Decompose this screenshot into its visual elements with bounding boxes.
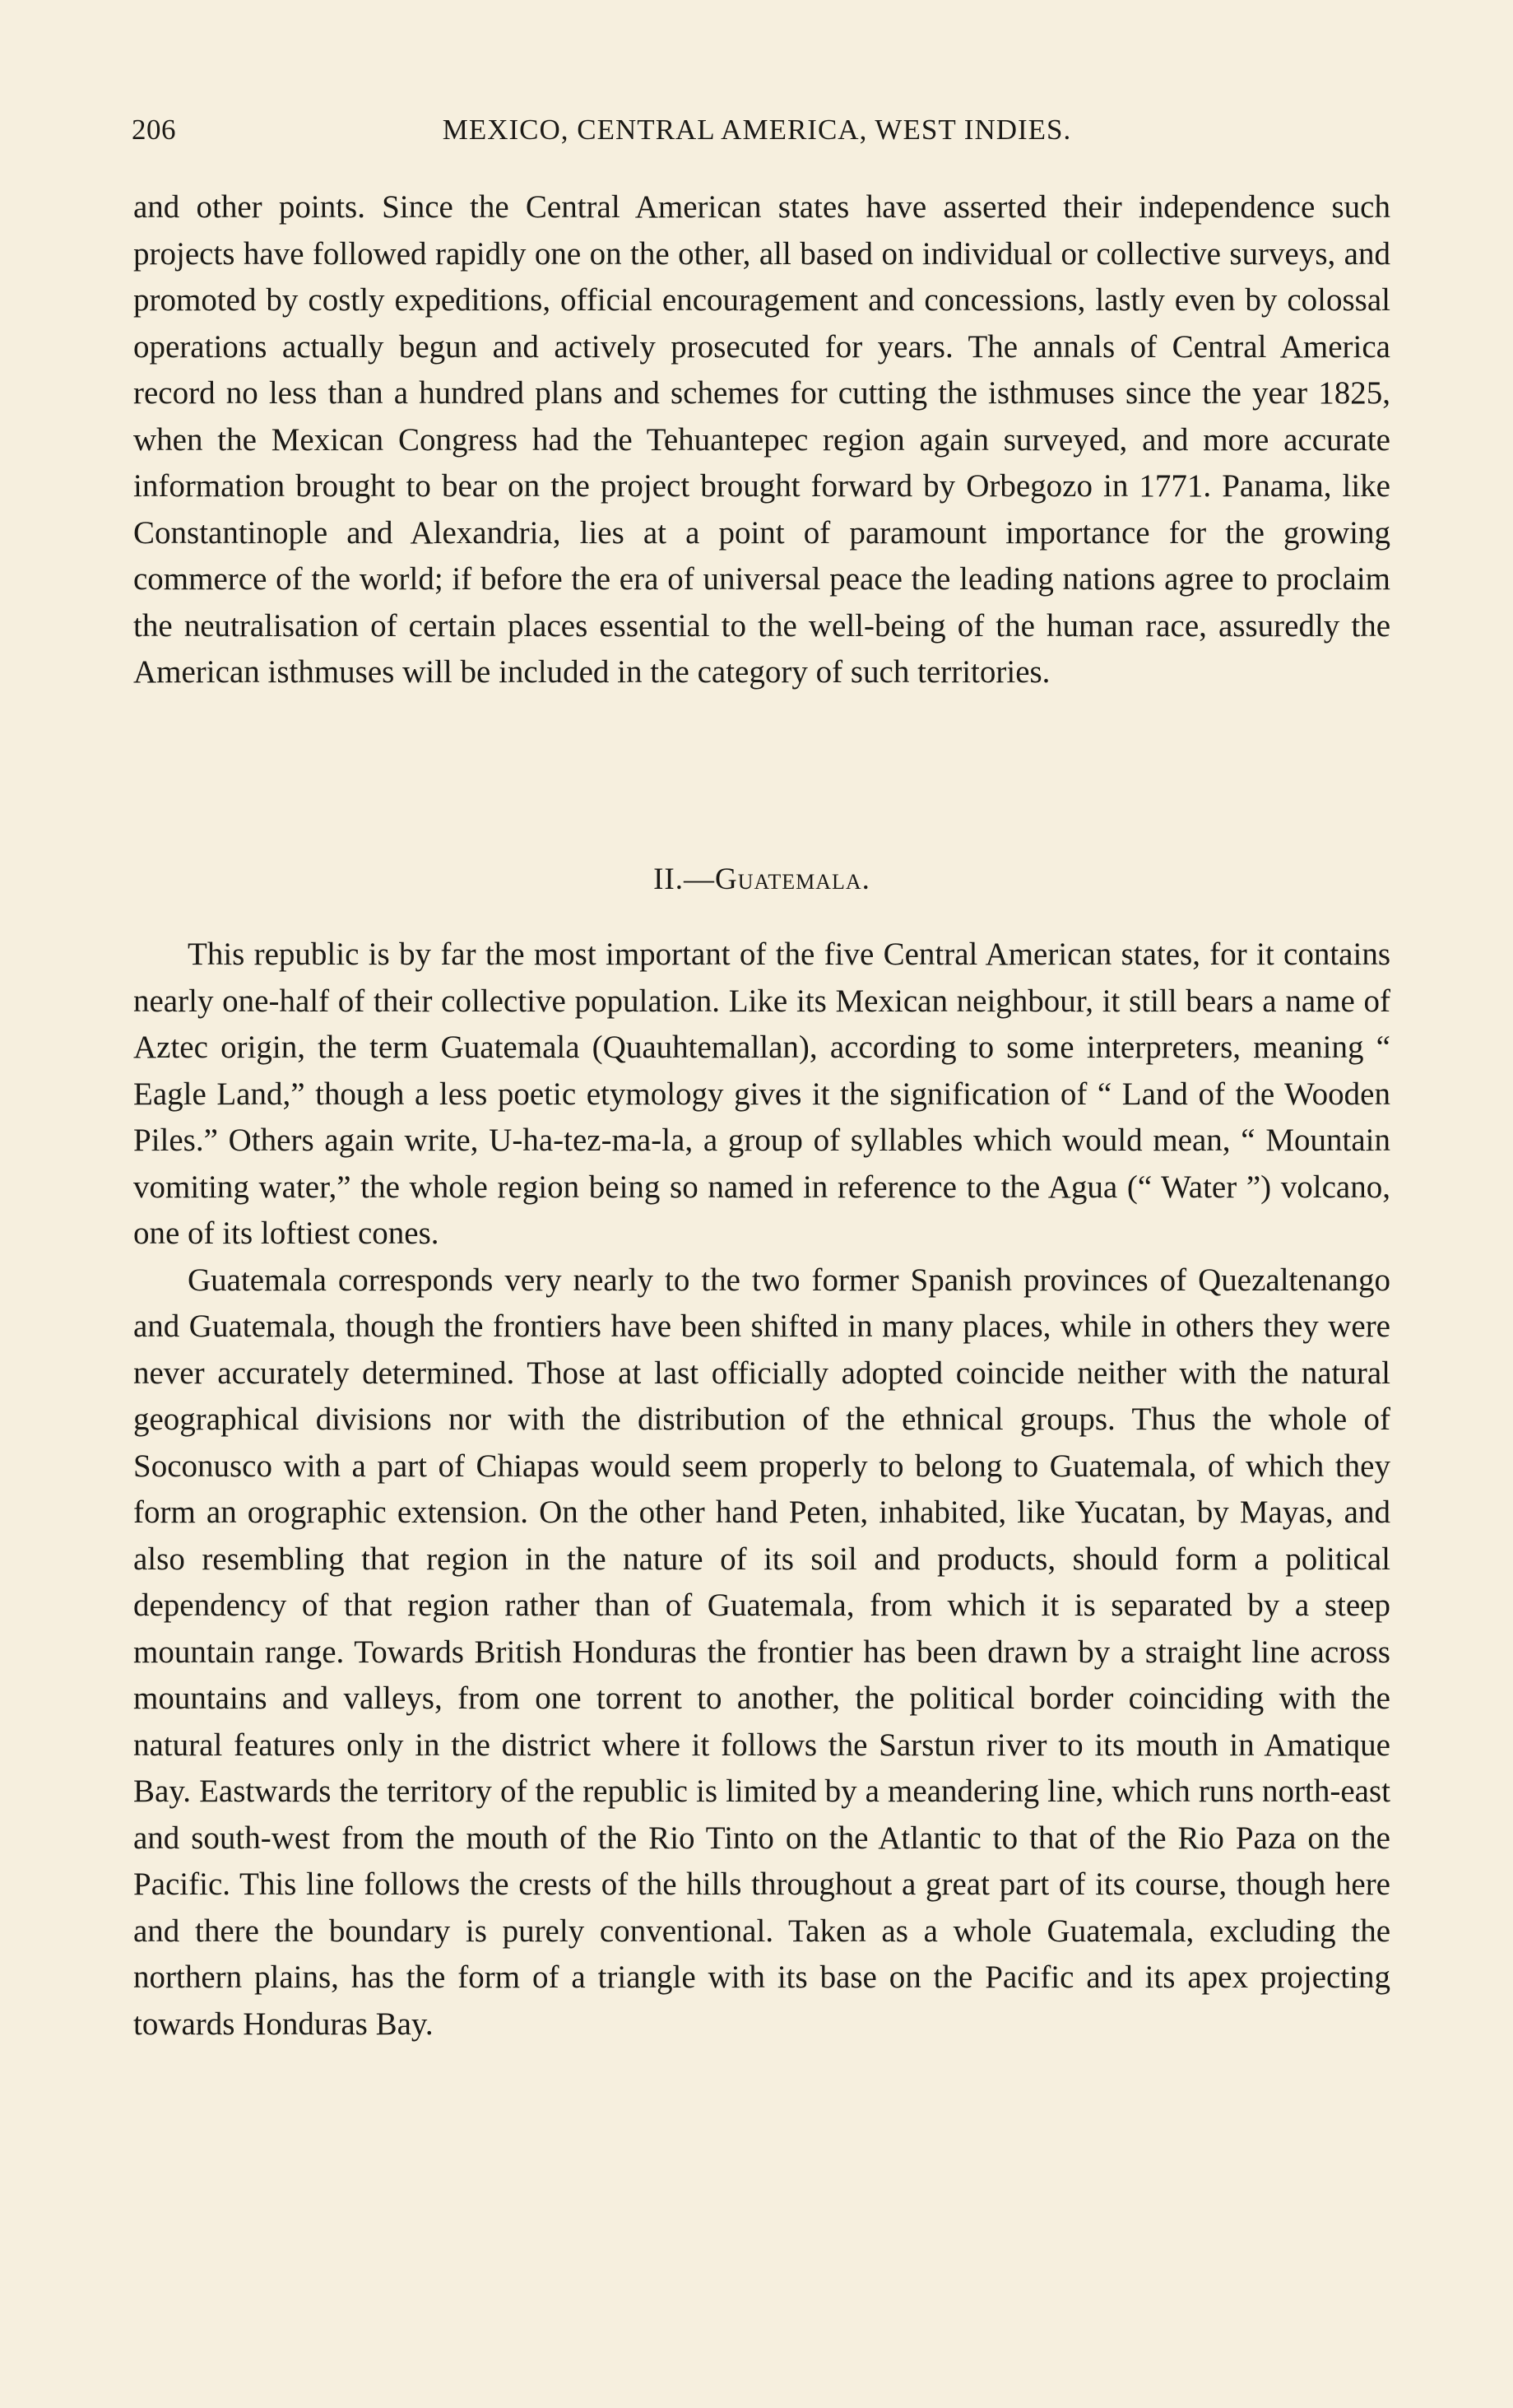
- continuation-paragraph: and other points. Since the Central American states have asserted their independence such projects have followed rapidly one on the other, all based on individual or collective surveys, and promoted by costly expeditions, official encouragement and concessions, lastly even by colossal operations actually begun and actively prosecuted for years. The annals of Central America record no less than a hundred plans and schemes for cutting the isthmuses since the year 1825, when the Mexican Congress had the Tehuantepec region again surveyed, and more accurate information brought to bear on the project brought forward by Orbegozo in 1771. Panama, like Constantinople and Alexandria, lies at a point of paramount importance for the growing commerce of the world; if before the era of universal peace the leading nations agree to proclaim the neutralisation of certain places essential to the well-being of the human race, assuredly the American isthmuses will be included in the category of such territories.: [133, 189, 1390, 690]
- running-head: [132, 114, 1382, 155]
- running-title: MEXICO, CENTRAL AMERICA, WEST INDIES.: [442, 114, 1072, 146]
- paragraph: Guatemala corresponds very nearly to the two former Spanish provinces of Quezaltenango and Guatemala, though the frontiers have been shifted in many places, while in others they were never accurately determined. Those at last officially adopted coincide neither with the natural geographical divisions nor with the distribution of the ethnical groups. Thus the whole of Soconusco with a part of Chiapas would seem properly to belong to Guatemala, of which they form an orographic extension. On the other hand Peten, inhabited, like Yucatan, by Mayas, and also resembling that region in the nature of its soil and products, should form a political dependency of that region rather than of Guatemala, from which it is separated by a steep mountain range. Towards British Honduras the frontier has been drawn by a straight line across mountains and valleys, from one torrent to another, the political border coinciding with the natural features only in the district where it follows the Sarstun river to its mouth in Amatique Bay. Eastwards the territory of the republic is limited by a meandering line, which runs north-east and south-west from the mouth of the Rio Tinto on the Atlantic to that of the Rio Paza on the Pacific. This line follows the crests of the hills throughout a great part of its course, though here and there the boundary is purely conventional. Taken as a whole Guatemala, excluding the northern plains, has the form of a triangle with its base on the Pacific and its apex projecting towards Honduras Bay.: [133, 1262, 1390, 2042]
- section-number: II.—: [653, 862, 715, 896]
- paragraph: This republic is by far the most important of the five Central American states, for it contains nearly one-half of their collective population. Like its Mexican neighbour, it still bears a name of Aztec origin, the term Guatemala (Quauhtemallan), according to some interpreters, meaning “ Eagle Land,” though a less poetic etymology gives it the signification of “ Land of the Wooden Piles.” Others again write, U-ha-tez-ma-la, a group of syllables which would mean, “ Mountain vomiting water,” the whole region being so named in reference to the Agua (“ Water ”) volcano, one of its loftiest cones.: [133, 937, 1390, 1251]
- section-body: [133, 932, 1390, 2048]
- section-heading: [133, 862, 1390, 897]
- page-number: 206: [132, 114, 176, 146]
- section-title: Guatemala.: [714, 862, 870, 896]
- continuation-paragraph-block: [133, 184, 1390, 696]
